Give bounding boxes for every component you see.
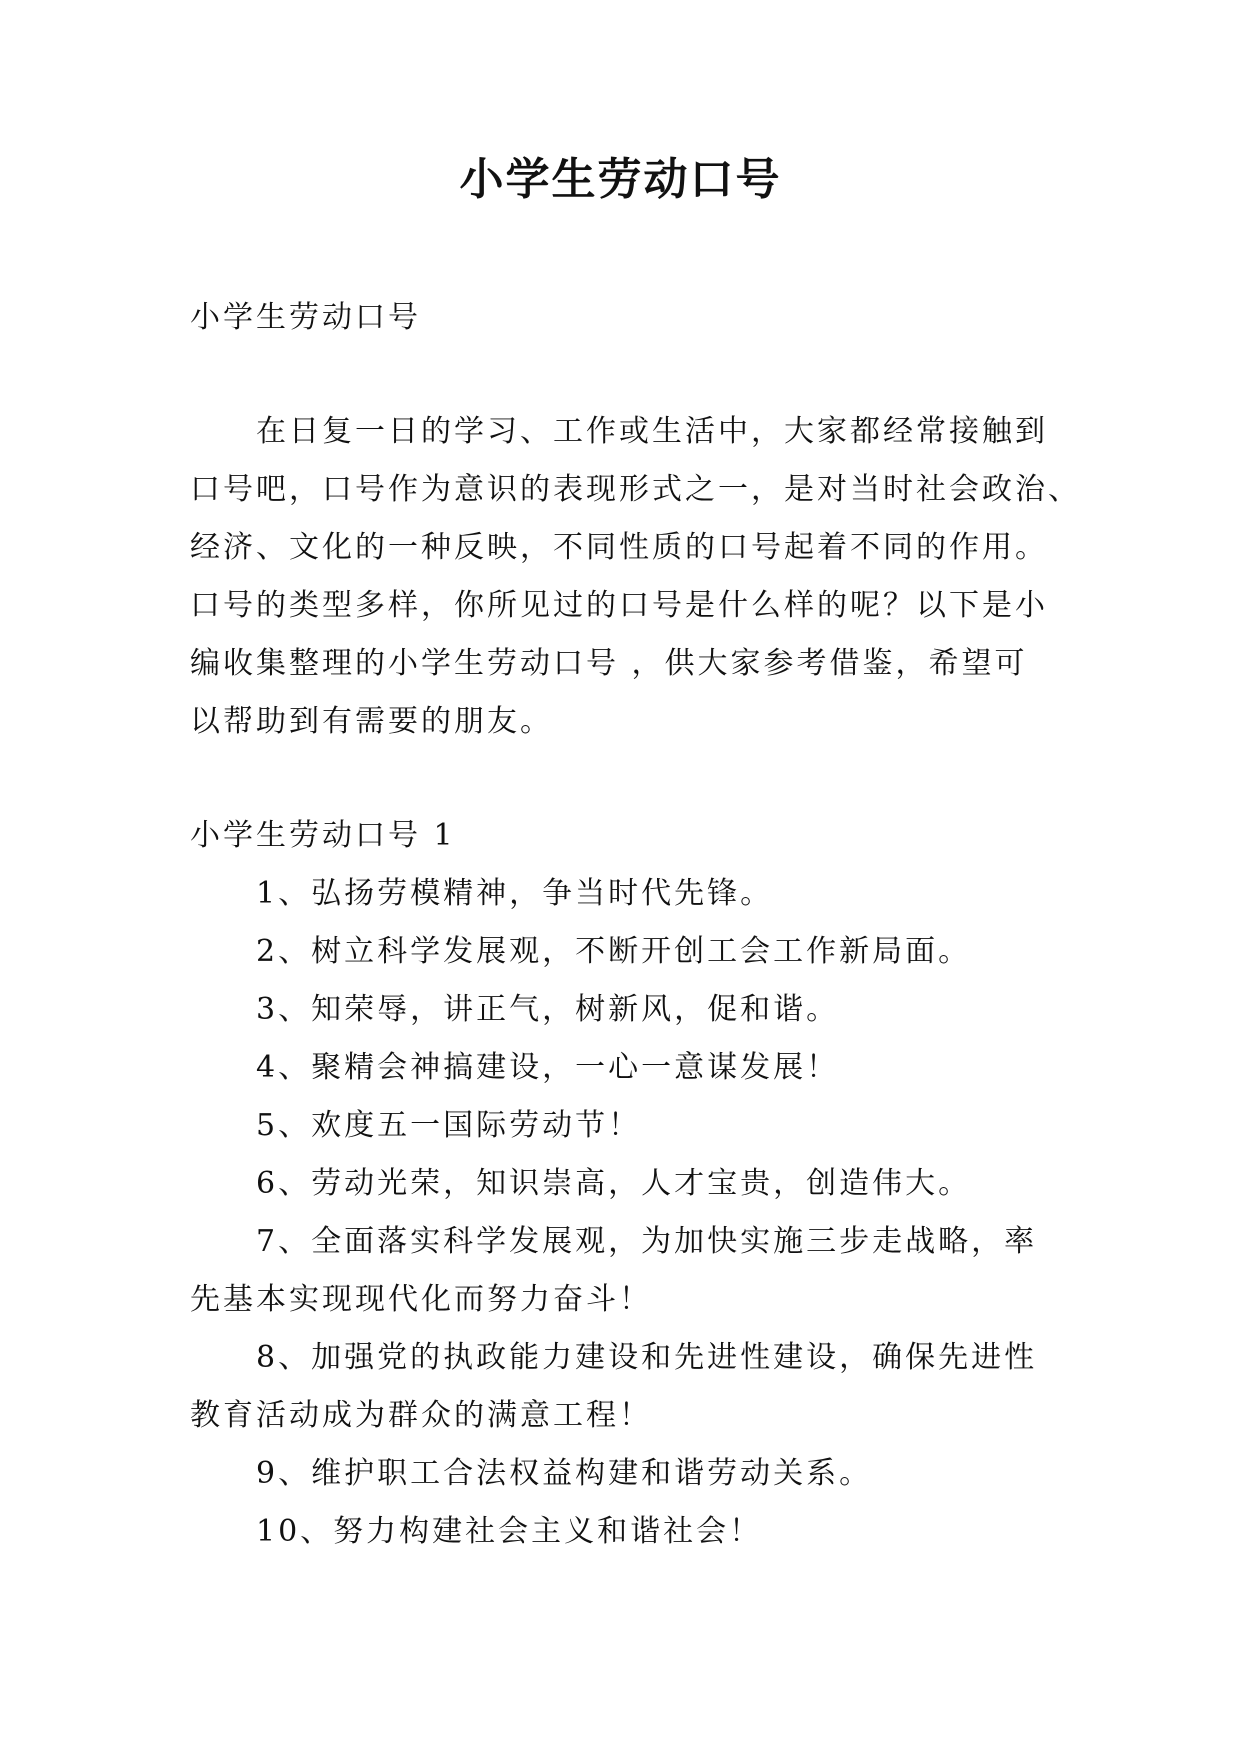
- list-item-4: 4、聚精会神搞建设，一心一意谋发展！: [256, 1050, 840, 1085]
- list-item-10: 10、努力构建社会主义和谐社会！: [256, 1514, 763, 1549]
- list-item-3: 3、知荣辱，讲正气，树新风，促和谐。: [256, 992, 840, 1027]
- subtitle: 小学生劳动口号: [190, 300, 421, 335]
- list-item-9: 9、维护职工合法权益构建和谐劳动关系。: [256, 1456, 873, 1491]
- intro-line-4: 口号的类型多样，你所见过的口号是什么样的呢？以下是小: [190, 588, 1048, 623]
- list-item-6: 6、劳动光荣，知识崇高，人才宝贵，创造伟大。: [256, 1166, 972, 1201]
- list-item-1: 1、弘扬劳模精神，争当时代先锋。: [256, 876, 774, 911]
- intro-line-6: 以帮助到有需要的朋友。: [190, 704, 553, 739]
- list-item-7-continuation: 先基本实现现代化而努力奋斗！: [190, 1282, 652, 1317]
- document-title: 小学生劳动口号: [459, 154, 782, 205]
- intro-line-2: 口号吧，口号作为意识的表现形式之一，是对当时社会政治、: [190, 472, 1081, 507]
- list-item-8: 8、加强党的执政能力建设和先进性建设，确保先进性: [256, 1340, 1038, 1375]
- list-item-8-continuation: 教育活动成为群众的满意工程！: [190, 1398, 652, 1433]
- list-item-2: 2、树立科学发展观，不断开创工会工作新局面。: [256, 934, 972, 969]
- list-item-7: 7、全面落实科学发展观，为加快实施三步走战略，率: [256, 1224, 1038, 1259]
- intro-line-3: 经济、文化的一种反映，不同性质的口号起着不同的作用。: [190, 530, 1048, 565]
- section-heading: 小学生劳动口号 1: [190, 818, 456, 853]
- intro-line-1: 在日复一日的学习、工作或生活中，大家都经常接触到: [256, 414, 1048, 449]
- list-item-5: 5、欢度五一国际劳动节！: [256, 1108, 642, 1143]
- intro-line-5: 编收集整理的小学生劳动口号 ，供大家参考借鉴，希望可: [190, 646, 1028, 681]
